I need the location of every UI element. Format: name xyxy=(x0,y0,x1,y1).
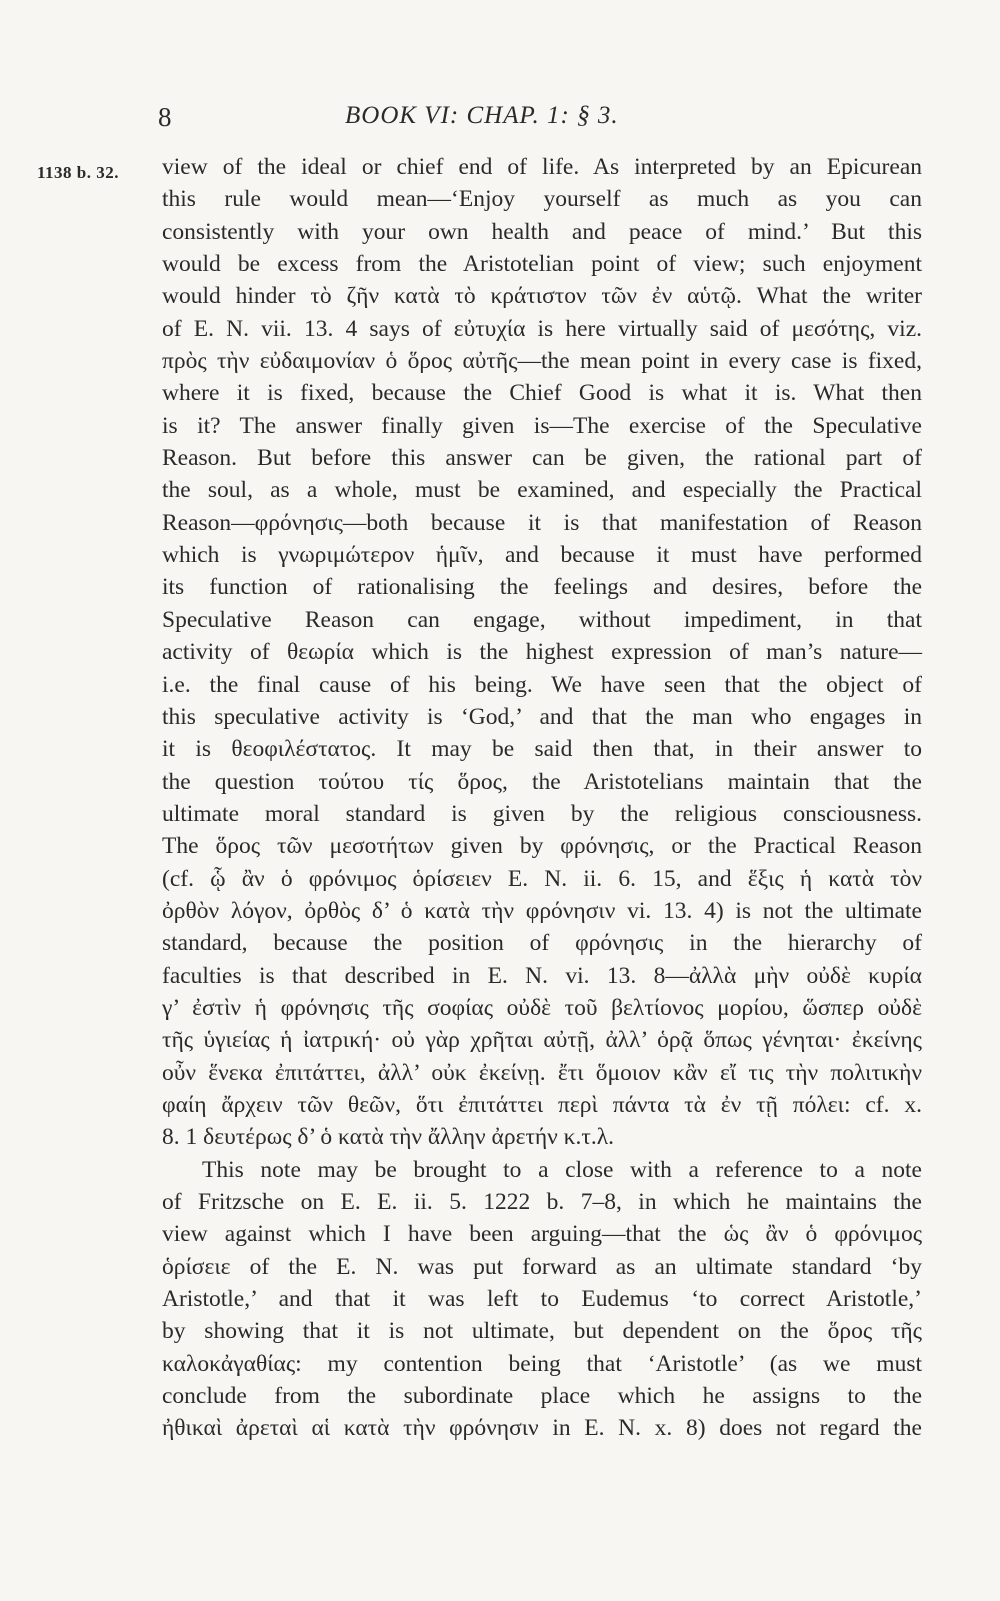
text-line: by showing that it is not ultimate, but dependent on the ὅρος τῆς xyxy=(162,1318,922,1345)
text-line: 8. 1 δευτέρως δ’ ὁ κατὰ τὴν ἄλλην ἀρετήν κ.τ.λ. xyxy=(162,1124,614,1151)
text-line: it is θεοφιλέστατος. It may be said then that, in their answer to xyxy=(162,736,922,763)
text-line: its function of rationalising the feelings and desires, before the xyxy=(162,574,922,601)
text-line: the soul, as a whole, must be examined, and especially the Practical xyxy=(162,477,922,504)
body-text xyxy=(162,151,922,1445)
text-line: standard, because the position of φρόνησις in the hierarchy of xyxy=(162,930,922,957)
text-line: Reason. But before this answer can be given, the rational part of xyxy=(162,445,922,472)
text-line: view of the ideal or chief end of life. As interpreted by an Epicurean xyxy=(162,154,922,180)
page-number: 8 xyxy=(158,102,172,132)
text-line: Reason—φρόνησις—both because it is that manifestation of Reason xyxy=(162,509,922,536)
text-line: i.e. the final cause of his being. We have seen that the object of xyxy=(162,671,922,698)
text-line: would be excess from the Aristotelian point of view; such enjoyment xyxy=(162,251,922,278)
text-line: γ’ ἐστὶν ἡ φρόνησις τῆς σοφίας οὐδὲ τοῦ βελτίονος μορίου, ὥσπερ οὐδὲ xyxy=(162,994,922,1021)
running-head: BOOK VI: CHAP. 1: § 3. xyxy=(345,102,619,129)
text-line: faculties is that described in E. N. vi. 13. 8—ἀλλὰ μὴν οὐδὲ κυρία xyxy=(162,962,922,989)
text-line: the question τούτου τίς ὅρος, the Aristotelians maintain that the xyxy=(162,768,922,795)
text-line: ὀρθὸν λόγον, ὀρθὸς δ’ ὁ κατὰ τὴν φρόνησιν vi. 13. 4) is not the ultimate xyxy=(162,897,922,924)
text-line: οὖν ἕνεκα ἐπιτάττει, ἀλλ’ οὐκ ἐκείνῃ. ἔτι ὅμοιον κἂν εἴ τις τὴν πολιτικὴν xyxy=(162,1059,922,1086)
text-line: τῆς ὑγιείας ἡ ἰατρική· οὐ γὰρ χρῆται αὐτῇ, ἀλλ’ ὁρᾷ ὅπως γένηται· ἐκείνης xyxy=(162,1027,922,1054)
text-line: conclude from the subordinate place which he assigns to the xyxy=(162,1383,922,1410)
text-line: Speculative Reason can engage, without impediment, in that xyxy=(162,606,922,633)
text-line: of E. N. vii. 13. 4 says of εὐτυχία is here virtually said of μεσότης, viz. xyxy=(162,315,922,342)
text-line: of Fritzsche on E. E. ii. 5. 1222 b. 7–8, in which he maintains the xyxy=(162,1189,922,1215)
text-line: which is γνωριμώτερον ἡμῖν, and because it must have performed xyxy=(162,542,922,569)
margin-reference: 1138 b. 32. xyxy=(37,163,120,182)
text-line: The ὅρος τῶν μεσοτήτων given by φρόνησις, or the Practical Reason xyxy=(162,833,922,860)
text-line: ὁρίσειε of the E. N. was put forward as an ultimate standard ‘by xyxy=(162,1253,922,1280)
text-line: (cf. ᾧ ἂν ὁ φρόνιμος ὁρίσειεν E. N. ii. 6. 15, and ἕξις ἡ κατὰ τὸν xyxy=(162,865,922,892)
text-line: Aristotle,’ and that it was left to Eudemus ‘to correct Aristotle,’ xyxy=(162,1286,922,1313)
text-line: καλοκἀγαθίας: my contention being that ‘Aristotle’ (as we must xyxy=(162,1350,922,1377)
text-line: activity of θεωρία which is the highest expression of man’s nature— xyxy=(162,639,922,666)
text-line: ultimate moral standard is given by the religious consciousness. xyxy=(162,800,922,827)
text-line: πρὸς τὴν εὐδαιμονίαν ὁ ὅρος αὐτῆς—the mean point in every case is fixed, xyxy=(162,348,922,375)
text-line: ἠθικαὶ ἀρεταὶ αἱ κατὰ τὴν φρόνησιν in E. N. x. 8) does not regard the xyxy=(162,1415,922,1442)
text-line: where it is fixed, because the Chief Good is what it is. What then xyxy=(162,380,922,407)
text-line: φαίη ἄρχειν τῶν θεῶν, ὅτι ἐπιτάττει περὶ πάντα τὰ ἐν τῇ πόλει: cf. x. xyxy=(162,1091,922,1118)
text-line: This note may be brought to a close with a reference to a note xyxy=(202,1156,922,1183)
text-line: this speculative activity is ‘God,’ and that the man who engages in xyxy=(162,703,922,730)
text-line: consistently with your own health and peace of mind.’ But this xyxy=(162,218,922,245)
text-line: would hinder τὸ ζῆν κατὰ τὸ κράτιστον τῶν ἐν αὑτῷ. What the writer xyxy=(162,283,922,310)
text-line: view against which I have been arguing—that the ὡς ἂν ὁ φρόνιμος xyxy=(162,1221,922,1248)
text-line: this rule would mean—‘Enjoy yourself as much as you can xyxy=(162,186,922,213)
text-line: is it? The answer finally given is—The exercise of the Speculative xyxy=(162,412,922,439)
